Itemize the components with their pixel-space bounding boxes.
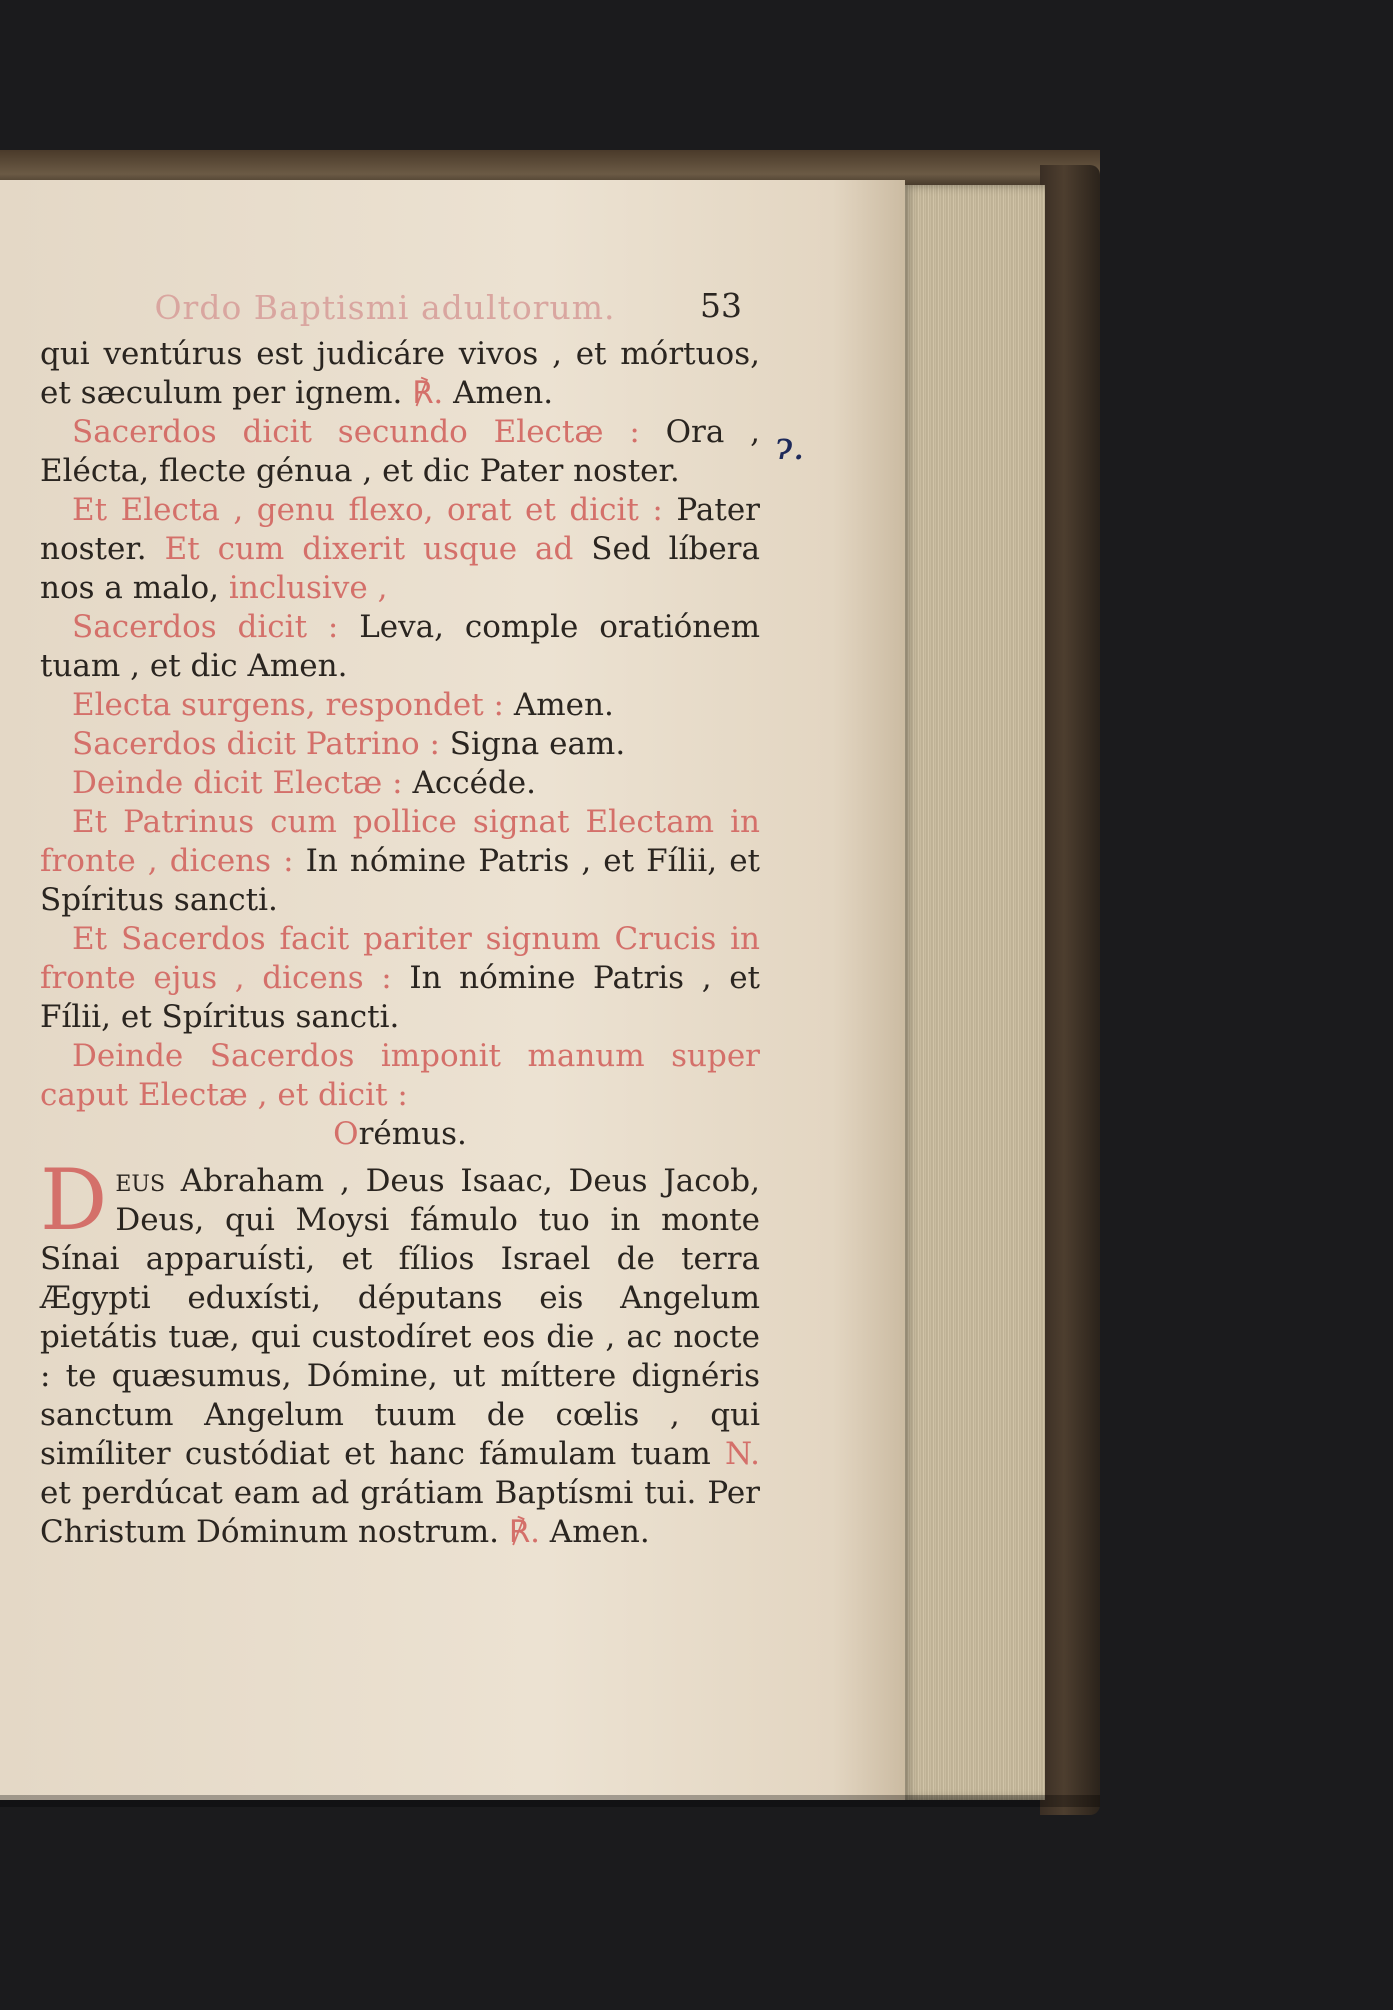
rubric: Sacerdos dicit Patrino :: [72, 726, 450, 762]
text-segment: Amen.: [443, 375, 554, 411]
paragraph: [40, 1037, 760, 1115]
paragraph: [40, 608, 760, 686]
oremus-rest: rémus.: [358, 1116, 467, 1152]
page-edges: [900, 185, 1045, 1800]
drop-cap: D: [40, 1151, 108, 1249]
text-segment: Abraham , Deus Isaac, Deus Jacob, Deus, qui Moysi fámulo tuo in monte Sínai apparuísti, et fílios Israel de terra Ægypti eduxísti, députans eis Angelum pietátis tuæ, qui custodíret eos die , ac nocte : te quæsumus, Dómine, ut míttere dignéris sanctum Angelum tuum de cœlis , qui simíliter custódiat et hanc fámulam tuam: [40, 1163, 760, 1472]
rubric: Deinde Sacerdos imponit manum super caput Electæ , et dicit :: [40, 1038, 760, 1113]
paragraph: [40, 920, 760, 1037]
paragraph: [40, 335, 760, 413]
prayer-paragraph: [40, 1151, 760, 1552]
text-segment: qui ventúrus est judicáre vivos , et mórtuos, et sæculum per ignem.: [40, 336, 760, 411]
text-segment: Amen.: [539, 1514, 650, 1550]
text-segment: Pater noster.: [40, 492, 760, 567]
text-segment: Sed líbera nos a malo,: [40, 531, 760, 606]
paragraph: [40, 686, 760, 725]
margin-annotation: ɂ.: [775, 424, 805, 468]
response-mark: ℟.: [412, 375, 444, 411]
rubric: Et Patrinus cum pollice signat Electam in fronte , dicens :: [40, 804, 760, 879]
rubric: Et cum dixerit usque ad: [164, 531, 592, 567]
text-segment: Leva, comple oratiónem tuam , et dic Amen.: [40, 609, 760, 684]
text-segment: et perdúcat eam ad grátiam Baptísmi tui. Per Christum Dóminum nostrum.: [40, 1475, 760, 1550]
text-segment: Accéde.: [412, 765, 536, 801]
book-cover-right: [1040, 165, 1100, 1815]
rubric: Et Electa , genu flexo, orat et dicit :: [72, 492, 677, 528]
paragraph: [40, 803, 760, 920]
text-segment: Amen.: [513, 687, 614, 723]
rubric: Deinde dicit Electæ :: [72, 765, 413, 801]
rubric: inclusive ,: [228, 570, 388, 606]
rubric: Sacerdos dicit :: [72, 609, 360, 645]
rubric: Sacerdos dicit secundo Electæ :: [72, 414, 666, 450]
rubric: Et Sacerdos facit pariter signum Crucis in fronte ejus , dicens :: [40, 921, 760, 996]
paragraph: [40, 491, 760, 608]
text-segment: Ora , Elécta, flecte génua , et dic Pater noster.: [40, 414, 760, 489]
first-word-rest: eus: [115, 1163, 166, 1199]
rubric: Electa surgens, respondet :: [72, 687, 514, 723]
paragraph: [40, 413, 760, 491]
text-segment: In nómine Patris , et Fílii, et Spíritus sancti.: [40, 843, 760, 918]
response-mark: ℟.: [508, 1514, 540, 1550]
name-placeholder: N.: [725, 1436, 760, 1472]
oremus-initial: O: [333, 1116, 359, 1152]
page-shadow: [0, 1795, 1100, 1807]
paragraph: [40, 725, 760, 764]
page-text: [40, 335, 760, 1552]
book-page: [0, 180, 905, 1800]
text-segment: Signa eam.: [449, 726, 626, 762]
paragraph: [40, 764, 760, 803]
oremus-heading: [40, 1115, 760, 1154]
text-segment: In nómine Patris , et Fílii, et Spíritus sancti.: [40, 960, 760, 1035]
running-head: Ordo Baptismi adultorum.: [154, 288, 616, 327]
page-number: 53: [700, 286, 742, 325]
